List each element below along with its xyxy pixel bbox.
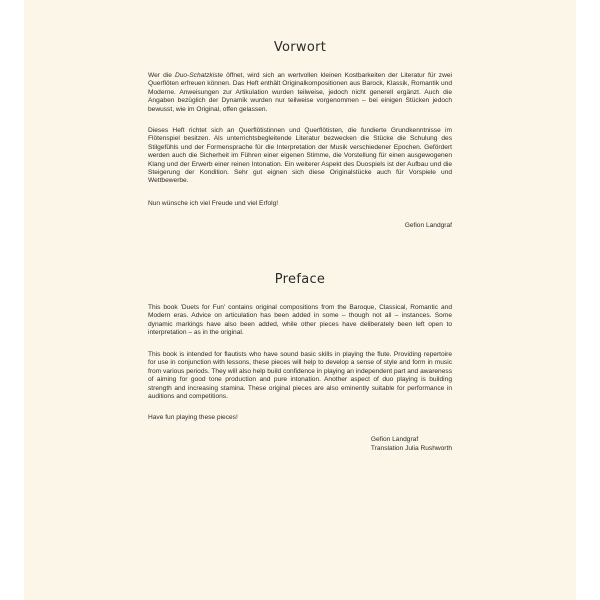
vorwort-book-title: Duo-Schatzkiste xyxy=(174,72,223,79)
vorwort-p1-rest: öffnet, wird sich an wertvollen kleinen Kostbarkeiten der Literatur für zwei Querflöten erfreuen können. Das Heft enthält Originalkompositionen aus Barock, Klassik, Romantik und Moderne. Anweisungen zur Artikulation wurden teilweise, jedoch nicht generell ergänzt. Auch die Angaben bezüglich der Dynamik wurden nur teilweise vorgenommen – bei einigen Stücken jedoch bewusst, wie im Original, offen gelassen. xyxy=(148,72,453,113)
vorwort-paragraph-2: Dieses Heft richtet sich an Querflötistinnen und Querflötisten, die fundierte Grundkenntnisse im Flötenspiel besitzen. Als unterrichtsbegleitende Literatur bezwecken die Stücke die Schulung des Stilgefühls und der Formensprache für die Interpretation der Musik verschiedener Epochen. Gefördert werden auch die Sicherheit im Führen einer eigenen Stimme, die Vorstellung für einen ausgewogenen Klang und der Erwerb einer reinen Intonation. Ein weiterer Aspekt des Duospiels ist der Aufbau und die Steigerung der Kondition. Sehr gut eignen sich diese Originalstücke auch für Vorspiele und Wettbewerbe. xyxy=(148,127,452,185)
vorwort-paragraph-1 xyxy=(148,72,452,114)
vorwort-paragraph-3: Nun wünsche ich viel Freude und viel Erfolg! xyxy=(148,200,279,207)
preface-signature-block xyxy=(371,435,452,453)
preface-paragraph-2: This book is intended for flautists who have sound basic skills in playing the flute. Providing repertoire for use in conjunction with lessons, these pieces will help to develop a sense of style and form in music from various periods. They will also help build confidence in playing an independent part and awareness of aiming for good tone production and pure intonation. Another aspect of duo playing is building strength and increasing stamina. These original pieces are also eminently suitable for performance in auditions and competitions. xyxy=(148,351,452,401)
vorwort-title: Vorwort xyxy=(273,40,327,55)
preface-signature: Gefion Landgraf xyxy=(370,436,419,443)
preface-paragraph-1: This book 'Duets for Fun' contains original compositions from the Baroque, Classical, Romantic and Modern eras. Advice on articulation has been added in some – though not all – instances. Some dynamic markings have also been added, while other pieces have deliberately been left open to interpretation – as in the original. xyxy=(148,304,452,337)
preface-title: Preface xyxy=(274,272,326,287)
preface-translation-credit: Translation Julia Rushworth xyxy=(370,445,452,453)
booklet-page xyxy=(24,0,576,600)
vorwort-signature: Gefion Landgraf xyxy=(404,222,452,229)
vorwort-p1-start: Wer die xyxy=(148,72,175,79)
preface-paragraph-3: Have fun playing these pieces! xyxy=(148,414,238,421)
